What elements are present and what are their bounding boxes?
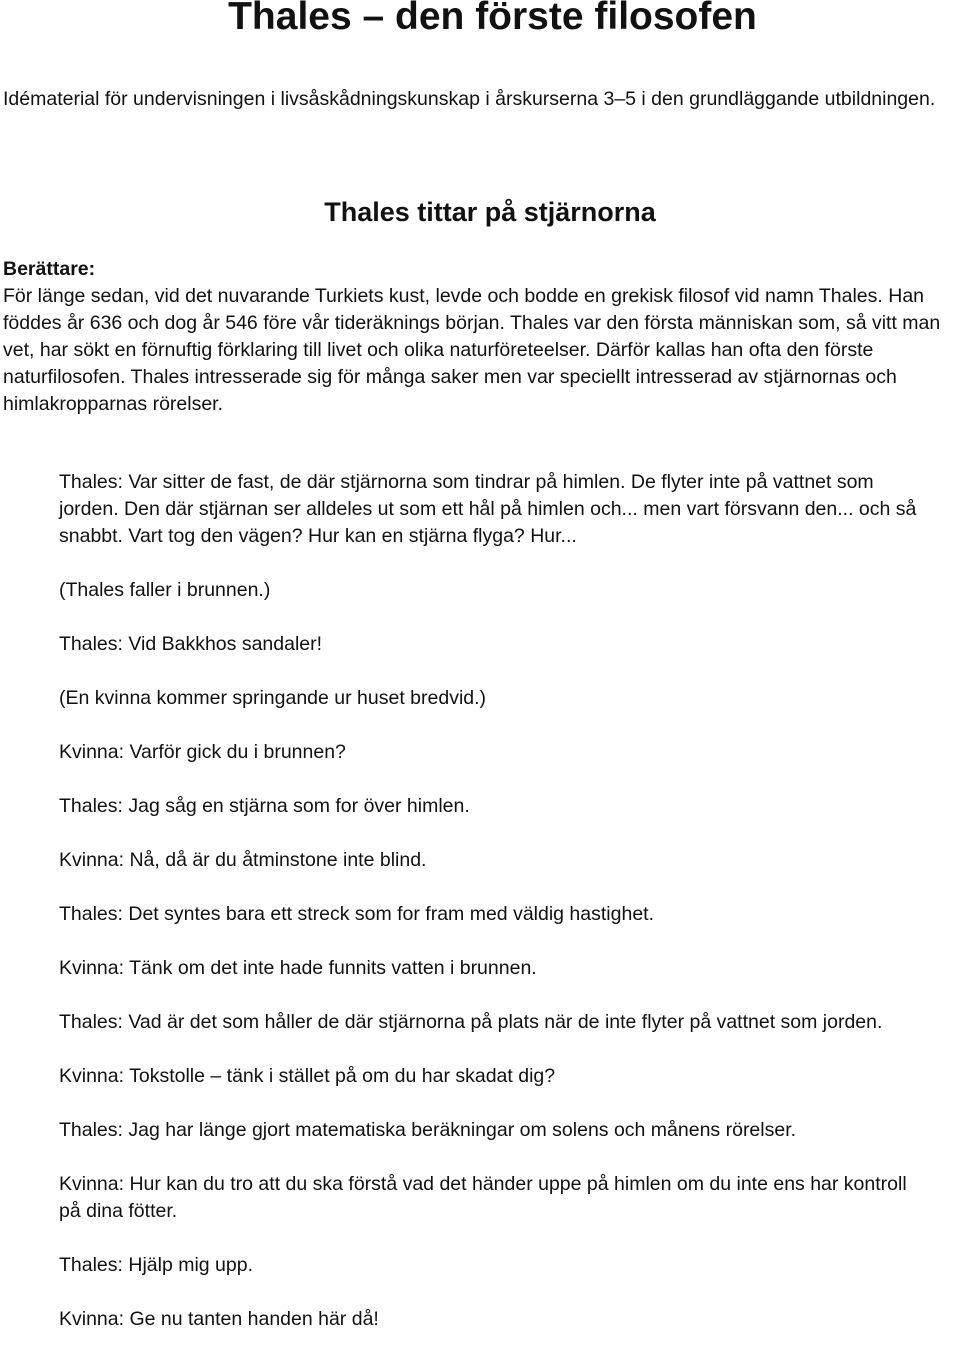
intro-paragraph: Idématerial för undervisningen i livsåskådningskunskap i årskurserna 3–5 i den grundläggande utbildningen.: [3, 88, 936, 110]
dialogue-line: Kvinna: Varför gick du i brunnen?: [59, 741, 346, 763]
dialogue-line: Thales: Hjälp mig upp.: [59, 1254, 254, 1276]
dialogue-line: Thales: Jag har länge gjort matematiska beräkningar om solens och månens rörelser.: [59, 1119, 797, 1141]
document-title: Thales – den förste filosofen: [228, 0, 757, 38]
dialogue-line: (En kvinna kommer springande ur huset bredvid.): [59, 687, 487, 709]
dialogue-list: [59, 469, 919, 1360]
dialogue-line: Kvinna: Nå, då är du åtminstone inte blind.: [59, 849, 427, 871]
narrator-label: Berättare:: [3, 258, 96, 280]
dialogue-line: Kvinna: Ge nu tanten handen här då!: [59, 1308, 379, 1330]
dialogue-line: (Thales faller i brunnen.): [59, 579, 271, 601]
dialogue-line: Thales: Vid Bakkhos sandaler!: [59, 633, 323, 655]
dialogue-line: Thales: Var sitter de fast, de där stjärnorna som tindrar på himlen. De flyter inte på vattnet som jorden. Den där stjärnan ser alldeles ut som ett hål på himlen och... men vart försvann den... och så snabbt. Vart tog den vägen? Hur kan en stjärna flyga? Hur...: [59, 471, 917, 547]
dialogue-line: Thales: Det syntes bara ett streck som for fram med väldig hastighet.: [59, 903, 654, 925]
dialogue-line: Thales: Jag såg en stjärna som for över himlen.: [59, 795, 470, 817]
dialogue-line: Kvinna: Tänk om det inte hade funnits vatten i brunnen.: [59, 957, 537, 979]
dialogue-line: Kvinna: Hur kan du tro att du ska förstå vad det händer uppe på himlen om du inte ens har kontroll på dina fötter.: [59, 1173, 907, 1222]
scene-title: Thales tittar på stjärnorna: [324, 197, 656, 227]
dialogue-line: Kvinna: Tokstolle – tänk i stället på om du har skadat dig?: [59, 1065, 556, 1087]
dialogue-line: Thales: Vad är det som håller de där stjärnorna på plats när de inte flyter på vattnet som jorden.: [59, 1011, 883, 1033]
narration-paragraph: För länge sedan, vid det nuvarande Turkiets kust, levde och bodde en grekisk filosof vid namn Thales. Han föddes år 636 och dog år 546 före vår tideräknings början. Thales var den första människan som, så vitt man vet, har sökt en förnuftig förklaring till livet och olika naturföreteelser. Därför kallas han ofta den förste naturfilosofen. Thales intresserade sig för många saker men var speciellt intresserad av stjärnornas och himlakropparnas rörelser.: [3, 285, 941, 415]
